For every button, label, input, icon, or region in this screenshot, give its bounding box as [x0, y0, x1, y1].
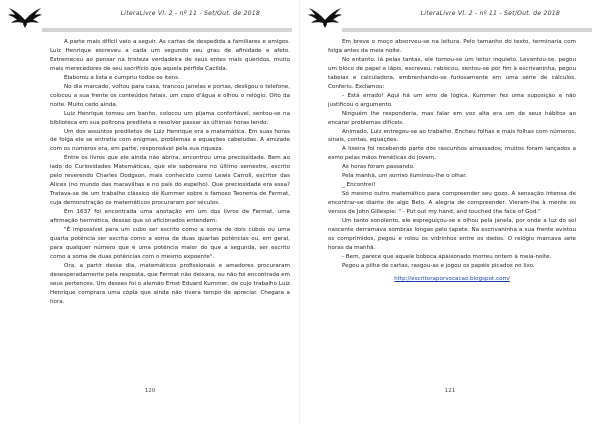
paragraph: Animado, Luiz entregou-se ao trabalho. Encheu folhas e mais folhas com números, sinais, contas, equações. — [328, 128, 576, 144]
paragraph: Ninguém lhe responderia, mas falar em voz alta era um de seus hábitos ao encarar problemas difíceis. — [328, 110, 576, 126]
paragraph: Um dos assuntos prediletos de Luiz Henrique era a matemática. Em suas horas de folga ele se entretia com enigmas, problemas e equações cabeludas. A amizade com os números era, em parte, responsável pela sua riqueza. — [50, 128, 290, 153]
paragraph: Pegou a pilha de cartas, rasgou-as e jogou os papéis picados no lixo. — [342, 262, 535, 269]
winged-emblem-icon — [308, 2, 342, 28]
left-page-body — [50, 38, 290, 307]
paragraph: No entanto, lá pelas tantas, ele tornou-se um leitor inquieto. Levantou-se, pegou um bloco de papel e lápis, escreveu, rabiscou, sentou-se por fim à escrivaninha, pegou tabelas e calculadora, embrenhando-se furiosamente em uma série de cálculos. Conferiu. Exclamou: — [328, 56, 576, 90]
right-page — [300, 0, 600, 424]
winged-emblem-icon — [8, 2, 42, 28]
paragraph: Elaborou a lista e cumpriu todos os itens. — [64, 74, 180, 81]
paragraph: Em breve o moço absorveu-se na leitura. Pelo tamanho do texto, terminaria com folga antes da meia noite. — [328, 39, 576, 54]
blog-link[interactable]: http://escritoraporvocacao.blogspot.com/ — [394, 275, 510, 282]
paragraph: A lixeira foi recebendo parte dos rascunhos amassados; muitos foram lançados a esmo pelas mãos frenéticas do jovem. — [328, 146, 576, 162]
header-title: LiteraLivre Vl. 2 - nº 11 - Set/Out. de 2018 — [420, 10, 560, 17]
blog-link-line — [328, 275, 576, 284]
header-rule — [42, 28, 288, 32]
right-page-header — [306, 2, 594, 32]
paragraph: "É impossível para um cubo ser escrito como a soma de dois cubos ou uma quarta potência ser escrita como a soma de duas quartas potências ou, em geral, para qualquer número que é uma potência maior do que a segunda, ser escrito como a soma de duas potências com o mesmo expoente". — [50, 227, 290, 260]
paragraph: Um tanto sonolento, ele espreguiçou-se e olhou pela janela, por onde a luz do sol nascente derramava sombras longas pelo tapete. Na escrivaninha a sua frente avistou os comprimidos, pegou e rolou os vidrinhos entre os dedos. O relógio marcava sete horas da manhã. — [328, 218, 576, 251]
paragraph: No dia marcado, voltou para casa, trancou janelas e portas, desligou o telefone, colocou a sua frente os conteúdos fatais, um copo d'água e olhou o relógio. Oito da noite. Muito cedo ainda. — [50, 83, 290, 108]
paragraph: Pela manhã, um sorriso iluminou-lhe o olhar. — [342, 173, 467, 180]
paragraph: Só mesmo outro matemático para compreender seu gozo. A sensação intensa de encontrar-se diante de algo Belo. A alegria de compreender. Vieram-lhe à mente os versos de John Gillespie: " - Put out my hand, and touched the face of God." — [328, 191, 576, 216]
paragraph: Luiz Henrique tomou um banho, colocou um pijama confortável, sentou-se na biblioteca em sua poltrona predileta e resolver passar as últimas horas lendo. — [50, 110, 290, 126]
paragraph: Em 1637 foi encontrada uma anotação em um dos livros de Fermat, uma afirmação hermética, dessas que só aficionados entendem: — [50, 209, 290, 225]
header-rule — [342, 28, 588, 32]
paragraph: _ Encontrei! — [342, 182, 376, 189]
paragraph: As horas foram passando. — [342, 164, 415, 171]
paragraph: A parte mais difícil veio a seguir. As cartas de despedida a familiares e amigos. Luiz Henrique escreveu a cada um segundo seu grau de afinidade e afeto. Estremeceu ao pensar na tristeza verdadeira de seus entes mais queridos, muito mais merecedores de seu sacrifício que aquela pérfida Cacilda. — [50, 39, 290, 72]
paragraph: Entre os livros que ele ainda não abrira, encontrou uma preciosidade. Bem ao lado do Curiosidades Matemáticas, que ele saboreara no último semestre, escrito pelo reverendo Charles Dodgson, mais conhecido como Lewis Carroll, escritor das Alices (no mundo das maravilhas e no país do espelho). Que preciosidade era essa? Tratava-se de um trabalho clássico de Kummer sobre o famoso Teorema de Fermat, cuja demonstração os matemáticos procuraram por séculos. — [50, 155, 290, 207]
header-title: LiteraLivre Vl. 2 - nº 11 - Set/Out. de 2018 — [120, 10, 260, 17]
right-page-body — [328, 38, 576, 284]
paragraph: - Bem, parece que aquele boboca apaixonado morreu ontem à meia-noite. — [342, 253, 552, 260]
paragraph: Ora, a partir desse dia, matemáticos profissionais e amadores procuraram desesperadamente pela resposta, que Fermat não deixara, ou não foi encontrada em seus pertences. Um desses foi o alemão Ernst Eduard Kummer, de cujo trabalho Luiz Henrique comprara uma cópia que ainda não tivera tempo de apreciar. Chegara a hora. — [50, 262, 290, 305]
page-number: 120 — [144, 388, 156, 394]
left-page-header — [6, 2, 294, 32]
paragraph: - Está errado! Aqui há um erro de lógica. Kummer fez uma suposição e não justificou o argumento. — [328, 92, 576, 108]
page-number: 121 — [444, 388, 456, 394]
